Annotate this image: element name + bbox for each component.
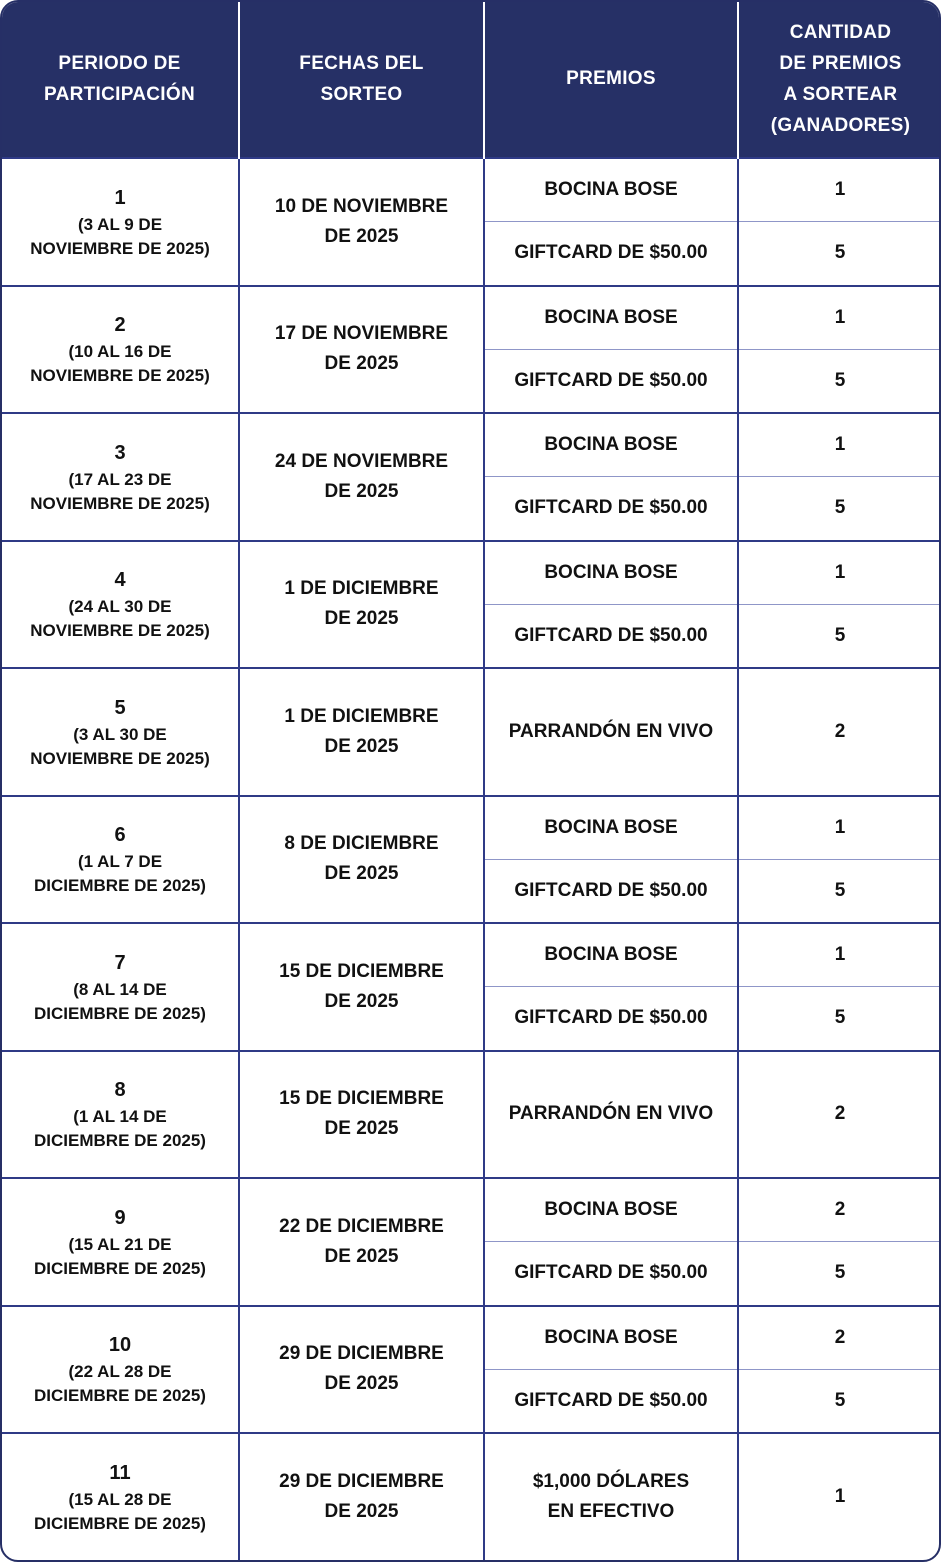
draw-date-cell bbox=[239, 1433, 484, 1561]
draw-date-line: 1 DE DICIEMBRE bbox=[284, 578, 439, 600]
prize-cell bbox=[484, 158, 738, 222]
draw-date-line: DE 2025 bbox=[324, 1245, 399, 1267]
draw-date-line: 8 DE DICIEMBRE bbox=[284, 833, 439, 855]
draw-date-cell bbox=[239, 1051, 484, 1179]
prize-cell bbox=[484, 286, 738, 350]
period-number: 5 bbox=[114, 696, 126, 719]
period-cell bbox=[1, 286, 239, 414]
prize-cell bbox=[484, 859, 738, 923]
prize-name-line: BOCINA BOSE bbox=[544, 816, 678, 838]
period-range: NOVIEMBRE DE 2025) bbox=[30, 238, 210, 258]
prize-cell bbox=[484, 1433, 738, 1561]
period-range: NOVIEMBRE DE 2025) bbox=[30, 621, 210, 641]
quantity-cell: 5 bbox=[738, 477, 941, 541]
table-row bbox=[1, 413, 941, 477]
prize-cell bbox=[484, 477, 738, 541]
period-number: 1 bbox=[114, 186, 126, 209]
period-range: NOVIEMBRE DE 2025) bbox=[30, 493, 210, 513]
period-number: 7 bbox=[114, 951, 126, 974]
header-period bbox=[1, 0, 239, 158]
draw-date-line: DE 2025 bbox=[324, 863, 399, 885]
draw-date-line: 15 DE DICIEMBRE bbox=[279, 1088, 444, 1110]
period-range: (3 AL 9 DE bbox=[77, 214, 163, 234]
period-range: DICIEMBRE DE 2025) bbox=[34, 1258, 206, 1278]
prize-name-line: $1,000 DÓLARES bbox=[532, 1470, 690, 1492]
period-number: 8 bbox=[114, 1079, 126, 1102]
prize-name-line: GIFTCARD DE $50.00 bbox=[514, 497, 708, 519]
period-cell bbox=[1, 923, 239, 1051]
draw-date-line: DE 2025 bbox=[324, 1373, 399, 1395]
draw-date-cell bbox=[239, 1306, 484, 1434]
period-cell bbox=[1, 796, 239, 924]
header-prizes-line: PREMIOS bbox=[566, 68, 656, 89]
prize-name-line: BOCINA BOSE bbox=[544, 1326, 678, 1348]
period-number: 3 bbox=[114, 441, 126, 464]
draw-date-line: 17 DE NOVIEMBRE bbox=[274, 323, 449, 345]
draw-date-line: 29 DE DICIEMBRE bbox=[279, 1470, 444, 1492]
period-cell bbox=[1, 158, 239, 286]
quantity-cell: 2 bbox=[738, 1306, 941, 1370]
draw-date-line: DE 2025 bbox=[324, 1500, 399, 1522]
quantity-cell: 5 bbox=[738, 222, 941, 286]
prize-name-line: GIFTCARD DE $50.00 bbox=[514, 1262, 708, 1284]
period-cell bbox=[1, 668, 239, 796]
period-range: DICIEMBRE DE 2025) bbox=[34, 1386, 206, 1406]
quantity-cell: 5 bbox=[738, 859, 941, 923]
prize-cell bbox=[484, 541, 738, 605]
period-range: (3 AL 30 DE bbox=[73, 724, 167, 744]
period-cell bbox=[1, 1306, 239, 1434]
prize-cell bbox=[484, 1306, 738, 1370]
prize-name-line: GIFTCARD DE $50.00 bbox=[514, 1007, 708, 1029]
prize-name-line: GIFTCARD DE $50.00 bbox=[514, 242, 708, 264]
prize-cell bbox=[484, 923, 738, 987]
header-quantity bbox=[738, 0, 941, 158]
prize-cell bbox=[484, 796, 738, 860]
prize-name-line: BOCINA BOSE bbox=[544, 306, 678, 328]
prize-cell bbox=[484, 1051, 738, 1179]
period-range: (17 AL 23 DE bbox=[68, 469, 172, 489]
table-row bbox=[1, 1306, 941, 1370]
prize-name-line: BOCINA BOSE bbox=[544, 1199, 678, 1221]
table-row bbox=[1, 286, 941, 350]
draw-date-line: 29 DE DICIEMBRE bbox=[279, 1343, 444, 1365]
draw-date-line: DE 2025 bbox=[324, 608, 399, 630]
draw-date-line: 22 DE DICIEMBRE bbox=[279, 1215, 444, 1237]
header-quantity-line: A SORTEAR bbox=[783, 83, 898, 105]
draw-date-line: DE 2025 bbox=[324, 990, 399, 1012]
table-row bbox=[1, 668, 941, 796]
quantity-cell: 5 bbox=[738, 604, 941, 668]
draw-date-line: 1 DE DICIEMBRE bbox=[284, 705, 439, 727]
period-number: 6 bbox=[114, 824, 126, 847]
prize-name-line: PARRANDÓN EN VIVO bbox=[508, 1103, 714, 1125]
table-row bbox=[1, 1051, 941, 1179]
quantity-cell: 5 bbox=[738, 987, 941, 1051]
period-cell bbox=[1, 1051, 239, 1179]
period-cell bbox=[1, 1178, 239, 1306]
quantity-cell: 1 bbox=[738, 923, 941, 987]
prize-name-line: GIFTCARD DE $50.00 bbox=[514, 879, 708, 901]
table-row bbox=[1, 1178, 941, 1242]
quantity-cell: 2 bbox=[738, 668, 941, 796]
quantity-cell: 5 bbox=[738, 1369, 941, 1433]
prize-cell bbox=[484, 987, 738, 1051]
header-draw-date-line: FECHAS DEL bbox=[299, 52, 424, 74]
draw-date-cell bbox=[239, 1178, 484, 1306]
table-header bbox=[1, 0, 941, 158]
period-cell bbox=[1, 413, 239, 541]
table-row bbox=[1, 541, 941, 605]
draw-date-line: DE 2025 bbox=[324, 735, 399, 757]
prize-name-line: PARRANDÓN EN VIVO bbox=[508, 720, 714, 742]
table-row bbox=[1, 923, 941, 987]
period-range: (15 AL 21 DE bbox=[68, 1234, 172, 1254]
period-range: DICIEMBRE DE 2025) bbox=[34, 876, 206, 896]
prize-cell bbox=[484, 349, 738, 413]
prize-cell bbox=[484, 1178, 738, 1242]
quantity-cell: 5 bbox=[738, 1242, 941, 1306]
period-number: 9 bbox=[114, 1206, 126, 1229]
period-range: DICIEMBRE DE 2025) bbox=[34, 1513, 206, 1533]
header-quantity-line: CANTIDAD bbox=[789, 21, 892, 43]
header-period-line: PERIODO DE bbox=[58, 52, 181, 74]
draw-date-cell bbox=[239, 796, 484, 924]
prize-cell bbox=[484, 413, 738, 477]
quantity-cell: 2 bbox=[738, 1051, 941, 1179]
header-quantity-line: (GANADORES) bbox=[770, 114, 911, 136]
table-row bbox=[1, 158, 941, 222]
header-draw-date bbox=[239, 0, 484, 158]
period-number: 4 bbox=[114, 569, 126, 592]
period-range: (24 AL 30 DE bbox=[68, 597, 172, 617]
draw-date-cell bbox=[239, 158, 484, 286]
period-number: 10 bbox=[108, 1334, 132, 1357]
quantity-cell: 1 bbox=[738, 413, 941, 477]
table-body bbox=[1, 158, 941, 1561]
prize-name-line: BOCINA BOSE bbox=[544, 434, 678, 456]
prize-cell bbox=[484, 222, 738, 286]
table-row bbox=[1, 796, 941, 860]
period-range: (10 AL 16 DE bbox=[68, 342, 172, 362]
period-range: (8 AL 14 DE bbox=[73, 979, 167, 999]
period-range: DICIEMBRE DE 2025) bbox=[34, 1003, 206, 1023]
quantity-cell: 1 bbox=[738, 158, 941, 222]
draw-date-cell bbox=[239, 286, 484, 414]
prize-name-line: EN EFECTIVO bbox=[547, 1500, 675, 1522]
quantity-cell: 1 bbox=[738, 1433, 941, 1561]
quantity-cell: 1 bbox=[738, 541, 941, 605]
prize-cell bbox=[484, 1242, 738, 1306]
period-cell bbox=[1, 541, 239, 669]
prize-name-line: GIFTCARD DE $50.00 bbox=[514, 1389, 708, 1411]
prize-name-line: BOCINA BOSE bbox=[544, 561, 678, 583]
draw-date-line: 15 DE DICIEMBRE bbox=[279, 960, 444, 982]
draw-date-line: DE 2025 bbox=[324, 1118, 399, 1140]
draw-date-line: DE 2025 bbox=[324, 480, 399, 502]
period-range: NOVIEMBRE DE 2025) bbox=[30, 366, 210, 386]
quantity-cell: 5 bbox=[738, 349, 941, 413]
draw-date-line: DE 2025 bbox=[324, 353, 399, 375]
prize-name-line: BOCINA BOSE bbox=[544, 179, 678, 201]
prize-cell bbox=[484, 604, 738, 668]
period-number: 2 bbox=[114, 314, 126, 337]
header-draw-date-line: SORTEO bbox=[320, 83, 403, 105]
draw-date-line: DE 2025 bbox=[324, 225, 399, 247]
prize-cell bbox=[484, 668, 738, 796]
draw-date-line: 10 DE NOVIEMBRE bbox=[274, 195, 449, 217]
quantity-cell: 1 bbox=[738, 796, 941, 860]
period-number: 11 bbox=[109, 1461, 131, 1484]
draw-date-cell bbox=[239, 413, 484, 541]
quantity-cell: 1 bbox=[738, 286, 941, 350]
table-row bbox=[1, 1433, 941, 1561]
draw-date-cell bbox=[239, 541, 484, 669]
period-range: DICIEMBRE DE 2025) bbox=[34, 1131, 206, 1151]
header-prizes bbox=[484, 0, 738, 158]
quantity-cell: 2 bbox=[738, 1178, 941, 1242]
draw-date-cell bbox=[239, 668, 484, 796]
prize-name-line: BOCINA BOSE bbox=[544, 944, 678, 966]
period-cell bbox=[1, 1433, 239, 1561]
prize-name-line: GIFTCARD DE $50.00 bbox=[514, 624, 708, 646]
header-quantity-line: DE PREMIOS bbox=[779, 52, 902, 74]
prize-name-line: GIFTCARD DE $50.00 bbox=[514, 369, 708, 391]
header-period-line: PARTICIPACIÓN bbox=[44, 83, 195, 105]
period-range: (1 AL 14 DE bbox=[73, 1107, 167, 1127]
draw-date-line: 24 DE NOVIEMBRE bbox=[274, 450, 449, 472]
period-range: (22 AL 28 DE bbox=[68, 1362, 172, 1382]
period-range: (15 AL 28 DE bbox=[68, 1489, 172, 1509]
period-range: (1 AL 7 DE bbox=[77, 852, 163, 872]
period-range: NOVIEMBRE DE 2025) bbox=[30, 748, 210, 768]
prize-cell bbox=[484, 1369, 738, 1433]
draw-date-cell bbox=[239, 923, 484, 1051]
